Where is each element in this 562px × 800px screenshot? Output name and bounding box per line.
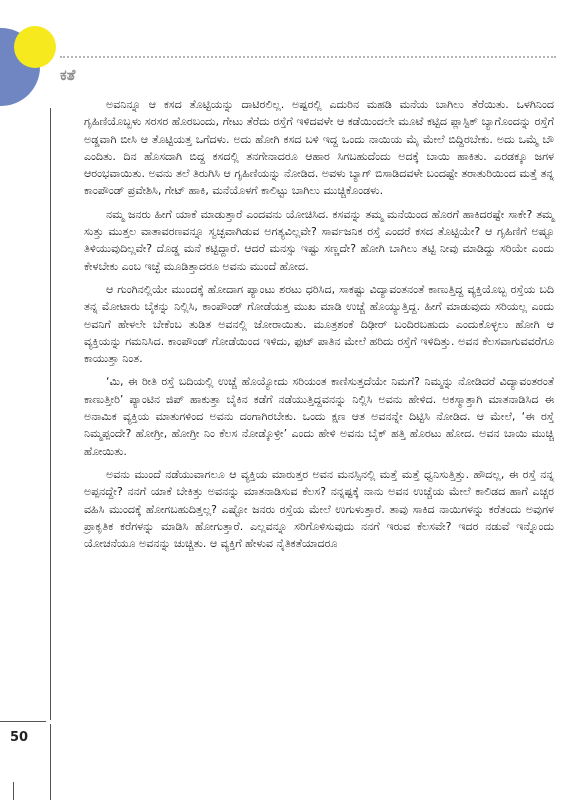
paragraph-2: ನಮ್ಮ ಜನರು ಹೀಗೆ ಯಾಕೆ ಮಾಡುತ್ತಾರೆ ಎಂದವನು ಯೋಚಿಸಿದ. ಕಸವನ್ನು ತಮ್ಮ ಮನೆಯಿಂದ ಹೊರಗೆ ಹಾಕಿದರಷ್ಟೇ ಸಾಕೇ? ತಮ್ಮ ಸುತ್ತು ಮುತ್ತಲ ವಾತಾವರಣವನ್ನೂ ಸ್ವಚ್ಛವಾಗಿಡುವ ಅಗತ್ಯವಿಲ್ಲವೇ? ಸಾರ್ವಜನಿಕ ರಸ್ತೆ ಎಂದರೆ ಕಸದ ತೊಟ್ಟಿಯೇ? ಆ ಗೃಹಿಣಿಗೆ ಅಷ್ಟೂ ತಿಳಿಯುವುದಿಲ್ಲವೇ? ದೊಡ್ಡ ಮನೆ ಕಟ್ಟಿದ್ದಾರೆ. ಆದರೆ ಮನಸ್ಸು ಇಷ್ಟು ಸಣ್ಣದೇ? ಹೋಗಿ ಬಾಗಿಲು ತಟ್ಟಿ ನೀವು ಮಾಡಿದ್ದು ಸರಿಯೇ ಎಂದು ಕೇಳಬೇಕು ಎಂಬ ಇಚ್ಛೆ ಮೂಡಿತ್ತಾದರೂ ಅವನು ಮುಂದೆ ಹೋದ. [84,207,554,273]
paragraph-1: ಅವನಿನ್ನೂ ಆ ಕಸದ ತೊಟ್ಟಿಯನ್ನು ದಾಟಿರಲಿಲ್ಲ. ಅಷ್ಟರಲ್ಲಿ ಎದುರಿನ ಮಹಡಿ ಮನೆಯ ಬಾಗಿಲು ತೆರೆಯಿತು. ಒಳಗಿನಿಂದ ಗೃಹಿಣಿಯೊಬ್ಬಳು ಸರಸರ ಹೊರಬಂದು, ಗೇಟು ತೆರೆದು ರಸ್ತೆಗೆ ಇಳಿದವಳೇ ಆ ಕಡೆಯಿಂದಲೇ ಮೂಟೆ ಕಟ್ಟಿದ ಪ್ಲಾಸ್ಟಿಕ್ ಬ್ಯಾಗೊಂದನ್ನು ರಸ್ತೆಗೆ ಅಡ್ಡವಾಗಿ ಬೀಸಿ ಆ ತೊಟ್ಟಿಯತ್ತ ಒಗೆದಳು. ಅದು ಹೋಗಿ ಕಸದ ಬಳಿ ಇದ್ದ ಒಂದು ನಾಯಿಯ ಮೈ ಮೇಲೆ ಬಿದ್ದಿರಬೇಕು. ಅದು ಒಮ್ಮೆ ಬೌ ಎಂದಿತು. ದಿನ ಹೊಸದಾಗಿ ಬಿದ್ದ ಕಸದಲ್ಲಿ ತನಗೇನಾದರೂ ಆಹಾರ ಸಿಗಬಹುದೆಂದು ಅದಕ್ಕೆ ಬಾಯಿ ಹಾಕಿತು. ಎರಡಕ್ಕೂ ಜಗಳ ಆರಂಭವಾಯಿತು. ಅವನು ತಲೆ ತಿರುಗಿಸಿ ಆ ಗೃಹಿಣಿಯನ್ನು ನೋಡಿದ. ಅವಳು ಬ್ಯಾಗ್ ಬಿಸಾಡಿದವಳೇ ಬಂದಷ್ಟೇ ತರಾತುರಿಯಿಂದ ಮತ್ತೆ ತನ್ನ ಕಾಂಪೌಂಡ್ ಪ್ರವೇಶಿಸಿ, ಗೇಟ್ ಹಾಕಿ, ಮನೆಯೊಳಗೆ ಕಾಲಿಟ್ಟು ಬಾಗಿಲು ಮುಚ್ಚಿಕೊಂಡಳು. [84,98,554,198]
paragraph-3: ಆ ಗುಂಗಿನಲ್ಲಿಯೇ ಮುಂದಕ್ಕೆ ಹೋದಾಗ ಪ್ಯಾಂಟು ಶರಟು ಧರಿಸಿದ, ಸಾಕಷ್ಟು ವಿದ್ಯಾವಂತನಂತೆ ಕಾಣುತ್ತಿದ್ದ ವ್ಯಕ್ತಿಯೊಬ್ಬ ರಸ್ತೆಯ ಬದಿ ತನ್ನ ಮೋಟಾರು ಬೈಕನ್ನು ನಿಲ್ಲಿಸಿ, ಕಾಂಪೌಂಡ್ ಗೋಡೆಯತ್ತ ಮುಖ ಮಾಡಿ ಉಚ್ಚೆ ಹೊಯ್ಯುತ್ತಿದ್ದ. ಹೀಗೆ ಮಾಡುವುದು ಸರಿಯಲ್ಲ ಎಂದು ಅವನಿಗೆ ಹೇಳಲೇ ಬೇಕೆಂಬ ತುಡಿತ ಅವನಲ್ಲಿ ಜೋರಾಯಿತು. ಮೂತ್ರಶಂಕೆ ದಿಢೀರ್ ಬಂದಿರಬಹುದು ಎಂದುಕೊಳ್ಳಲು ಹೋಗಿ ಆ ವ್ಯಕ್ತಿಯನ್ನು ಗಮನಿಸಿದ. ಕಾಂಪೌಂಡ್ ಗೋಡೆಯಿಂದ ಇಳಿದು, ಫುಟ್ ಪಾತಿನ ಮೇಲೆ ಹರಿದು ರಸ್ತೆಗೆ ಇಳಿದಿತ್ತು. ಅವನ ಕೆಲಸವಾಗುವವರೆಗೂ ಕಾಯುತ್ತಾ ನಿಂತ. [84,282,554,366]
section-label: ಕತೆ [60,66,76,84]
crop-mark-horizontal [0,721,46,722]
margin-rule [50,108,51,720]
crop-mark-left [13,782,14,800]
decorative-circle-yellow [14,26,56,68]
crop-mark-vertical [50,724,51,800]
header-dotted-rule [60,56,556,58]
paragraph-5: ಅವನು ಮುಂದೆ ನಡೆಯುವಾಗಲೂ ಆ ವ್ಯಕ್ತಿಯ ಮಾರುತ್ತರ ಅವನ ಮನಸ್ಸಿನಲ್ಲಿ ಮತ್ತೆ ಮತ್ತೆ ಧ್ವನಿಸುತ್ತಿತ್ತು. ಹೌದಲ್ಲ, ಈ ರಸ್ತೆ ನನ್ನ ಅಪ್ಪನದ್ದೇ? ನನಗೆ ಯಾಕೆ ಬೇಕಿತ್ತು ಅವನನ್ನು ಮಾತನಾಡಿಸುವ ಕೆಲಸ? ನನ್ನಷ್ಟಕ್ಕೆ ನಾನು ಅವನ ಉಚ್ಚೆಯ ಮೇಲೆ ಕಾಲಿಡದ ಹಾಗೆ ಎಚ್ಚರ ವಹಿಸಿ ಮುಂದಕ್ಕೆ ಹೋಗಬಹುದಿತ್ತಲ್ಲ? ಎಷ್ಟೋ ಜನರು ರಸ್ತೆಯ ಮೇಲೆ ಉಗುಳುತ್ತಾರೆ. ತಾವು ಸಾಕಿದ ನಾಯಿಗಳನ್ನು ಕರೆತಂದು ಅವುಗಳ ಪ್ರಾಕೃತಿಕ ಕರೆಗಳನ್ನು ಮಾಡಿಸಿ ಹೋಗುತ್ತಾರೆ. ಎಲ್ಲವನ್ನೂ ಸರಿಗೊಳಿಸುವುದು ನನಗೆ ಇರುವ ಕೆಲಸವೇ? ಇದರ ನಡುವೆ ಇನ್ನೊಂದು ಯೋಚನೆಯೂ ಅವನನ್ನು ಚುಚ್ಚಿತು. ಆ ವ್ಯಕ್ತಿಗೆ ಹೇಳುವ ನೈತಿಕತೆಯಾದರೂ [84,467,554,551]
article-body [84,96,554,558]
paragraph-4: ‘ಮಿ, ಈ ರೀತಿ ರಸ್ತೆ ಬದಿಯಲ್ಲಿ ಉಚ್ಚೆ ಹೊಯ್ಯೋದು ಸರಿಯಂತ ಕಾಣಿಸುತ್ತದೆಯೇ ನಿಮಗೆ? ನಿಮ್ಮನ್ನು ನೋಡಿದರೆ ವಿದ್ಯಾವಂತರಂತೆ ಕಾಣುತ್ತೀರಿ’ ಪ್ಯಾಂಟಿನ ಜಿಪ್ ಹಾಕುತ್ತಾ ಬೈಕಿನ ಕಡೆಗೆ ನಡೆಯುತ್ತಿದ್ದವನನ್ನು ನಿಲ್ಲಿಸಿ ಅವನು ಹೇಳಿದ. ಅಕಸ್ಮಾತ್ತಾಗಿ ಮಾತನಾಡಿಸಿದ ಈ ಅನಾಮಿಕ ವ್ಯಕ್ತಿಯ ಮಾತುಗಳಿಂದ ಅವನು ದಂಗಾಗಿರಬೇಕು. ಒಂದು ಕ್ಷಣ ಆತ ಅವನನ್ನೇ ದಿಟ್ಟಿಸಿ ನೋಡಿದ. ಆ ಮೇಲೆ, ‘ಈ ರಸ್ತೆ ನಿಮ್ಮಪ್ಪಂದೇ? ಹೋಗ್ರೀ, ಹೋಗ್ರೀ ನಿಂ ಕೆಲಸ ನೋಡ್ಕೊಳ್ರೀ’ ಎಂದು ಹೇಳಿ ಅವನು ಬೈಕ್ ಹತ್ತಿ ಹೊರಟು ಹೋದ. ಅವನ ಬಾಯಿ ಮುಚ್ಚಿ ಹೋಯಿತು. [84,375,554,458]
page-number: 50 [10,730,29,745]
